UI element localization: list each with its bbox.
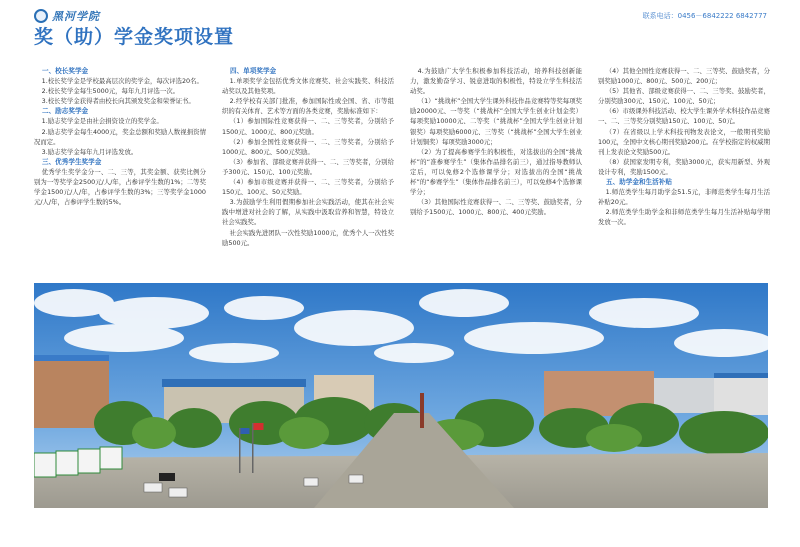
paragraph: 社会实践先进团队一次性奖励1000元，优秀个人一次性奖励500元。 bbox=[222, 228, 394, 247]
contact-phone: 联系电话：0456－6842222 6842777 bbox=[642, 12, 767, 20]
header bbox=[0, 0, 800, 50]
section-heading: 一、校长奖学金 bbox=[42, 67, 89, 75]
paragraph: （8）获国家发明专利，奖励3000元，获实用新型、外观设计专利，奖励1500元。 bbox=[598, 157, 770, 176]
paragraph: （6）市级课外科技活动、校大学生课外学术科技作品竞赛一、二、三等奖分别奖励150元、100元、50元。 bbox=[598, 107, 770, 126]
column-4 bbox=[598, 66, 770, 281]
paragraph: 4.为鼓励广大学生积极参加科技活动，培养科技创新能力，激发勤奋学习、锐意进取的积极性，特设立学生科技活动奖。 bbox=[410, 67, 582, 96]
paragraph: （1）“挑战杯”全国大学生课外科技作品竞赛特等奖每项奖励20000元、一等奖（“挑战杯”全国大学生创业计划金奖）每项奖励10000元、二等奖（“挑战杯”全国大学生创业计划银奖）每项奖励6000元、三等奖（“挑战杯”全国大学生创业计划铜奖）每项奖励3000元； bbox=[410, 97, 582, 146]
paragraph: 3.为鼓励学生利用假期参加社会实践活动，使其在社会实践中增进对社会的了解，从实践中汲取营养和智慧，特设立社会实践奖。 bbox=[222, 198, 394, 227]
paragraph: 1.单项奖学金包括优秀文体竞赛奖、社会实践奖、科技活动奖以及其他奖项。 bbox=[222, 77, 394, 96]
paragraph: 优秀学生奖学金分一、二、三等，其奖金额、获奖比例分别为一等奖学金2500元/人/年，占参评学生数的1%；二等奖学金1500元/人/年，占参评学生数的3%；三等奖学金1000元/人/年，占参评学生数的5%。 bbox=[34, 167, 206, 207]
paragraph: （4）参加市级竞赛并获得一、二、三等奖者，分别给予150元、100元、50元奖励。 bbox=[222, 178, 394, 197]
logo-text: 黑河学院 bbox=[52, 10, 100, 23]
paragraph: 3.励志奖学金每年九月评选发放。 bbox=[41, 147, 138, 156]
college-seal-icon bbox=[34, 9, 48, 23]
paragraph: 1.校长奖学金是学校最高层次的奖学金，每次评选20名。 bbox=[41, 77, 203, 86]
paragraph: 2.校长奖学金每生5000元，每年九月评选一次。 bbox=[41, 87, 180, 96]
paragraph: （5）其他省、部级竞赛获得一、二、三等奖、鼓励奖者，分别奖励300元、150元、100元、50元； bbox=[598, 87, 770, 106]
paragraph: （2）参加全国性竞赛获得一、二、三等奖者，分别给予1000元、800元、500元奖励。 bbox=[222, 137, 394, 156]
paragraph: （3）其他国际性竞赛获得一、二、三等奖、鼓励奖者，分别给予1500元、1000元、800元、400元奖励。 bbox=[410, 198, 582, 217]
paragraph: 2.师范类学生助学金和非师范类学生每月生活补贴每学期发放一次。 bbox=[598, 208, 770, 227]
paragraph: （7）在省级以上学术科技刊物发表论文，一般期刊奖励100元，全国中文核心期刊奖励200元。在学校指定的权威期刊上发表论文奖励500元。 bbox=[598, 127, 770, 156]
campus-photo bbox=[34, 283, 768, 508]
paragraph: 1.励志奖学金是由社会捐资设立的奖学金。 bbox=[41, 117, 163, 126]
paragraph: 2.经学校有关部门批准，参加国际性或全国、省、市等组织的有关体育、艺术等方面的各类竞赛，奖励标准如下： bbox=[222, 97, 394, 116]
paragraph: 3.校长奖学金获得者由校长向其颁发奖金和荣誉证书。 bbox=[41, 97, 195, 106]
paragraph: 1.师范类学生每月助学金51.5元，非师范类学生每月生活补贴20元。 bbox=[598, 188, 770, 207]
column-3 bbox=[410, 66, 582, 281]
section-heading: 四、单项奖学金 bbox=[230, 67, 277, 75]
paragraph: （3）参加省、部级竞赛并获得一、二、三等奖者，分别给予300元、150元、100元奖励。 bbox=[222, 157, 394, 176]
section-heading: 二、励志奖学金 bbox=[42, 107, 89, 116]
text-columns bbox=[34, 66, 770, 281]
campus-panorama-image bbox=[34, 283, 768, 508]
column-1 bbox=[34, 66, 206, 281]
paragraph: （1）参加国际性竞赛获得一、二、三等奖者，分别给予1500元、1000元、800元奖励。 bbox=[222, 117, 394, 136]
column-2 bbox=[222, 66, 394, 281]
section-heading: 三、优秀学生奖学金 bbox=[42, 157, 102, 166]
paragraph: （2）为了提高参赛学生的积极性，对选拔出的全国“挑战杯”的“准参赛学生”（集体作品排名前三），通过指导教师认定后，可以免修2个选修课学分；对选拔出的全国“挑战杯”的“参赛学生”（集体作品排名前三），可以免修4个选修课学分； bbox=[410, 147, 582, 197]
paragraph: （4）其他全国性竞赛获得一、二、三等奖、鼓励奖者，分别奖励1000元、800元、500元、200元； bbox=[598, 67, 770, 86]
page-title: 奖（助）学金奖项设置 bbox=[34, 26, 235, 48]
paragraph: 2.励志奖学金每生4000元，奖金总额和奖励人数视捐资情况而定。 bbox=[34, 127, 206, 146]
section-heading: 五、助学金和生活补贴 bbox=[606, 178, 672, 187]
